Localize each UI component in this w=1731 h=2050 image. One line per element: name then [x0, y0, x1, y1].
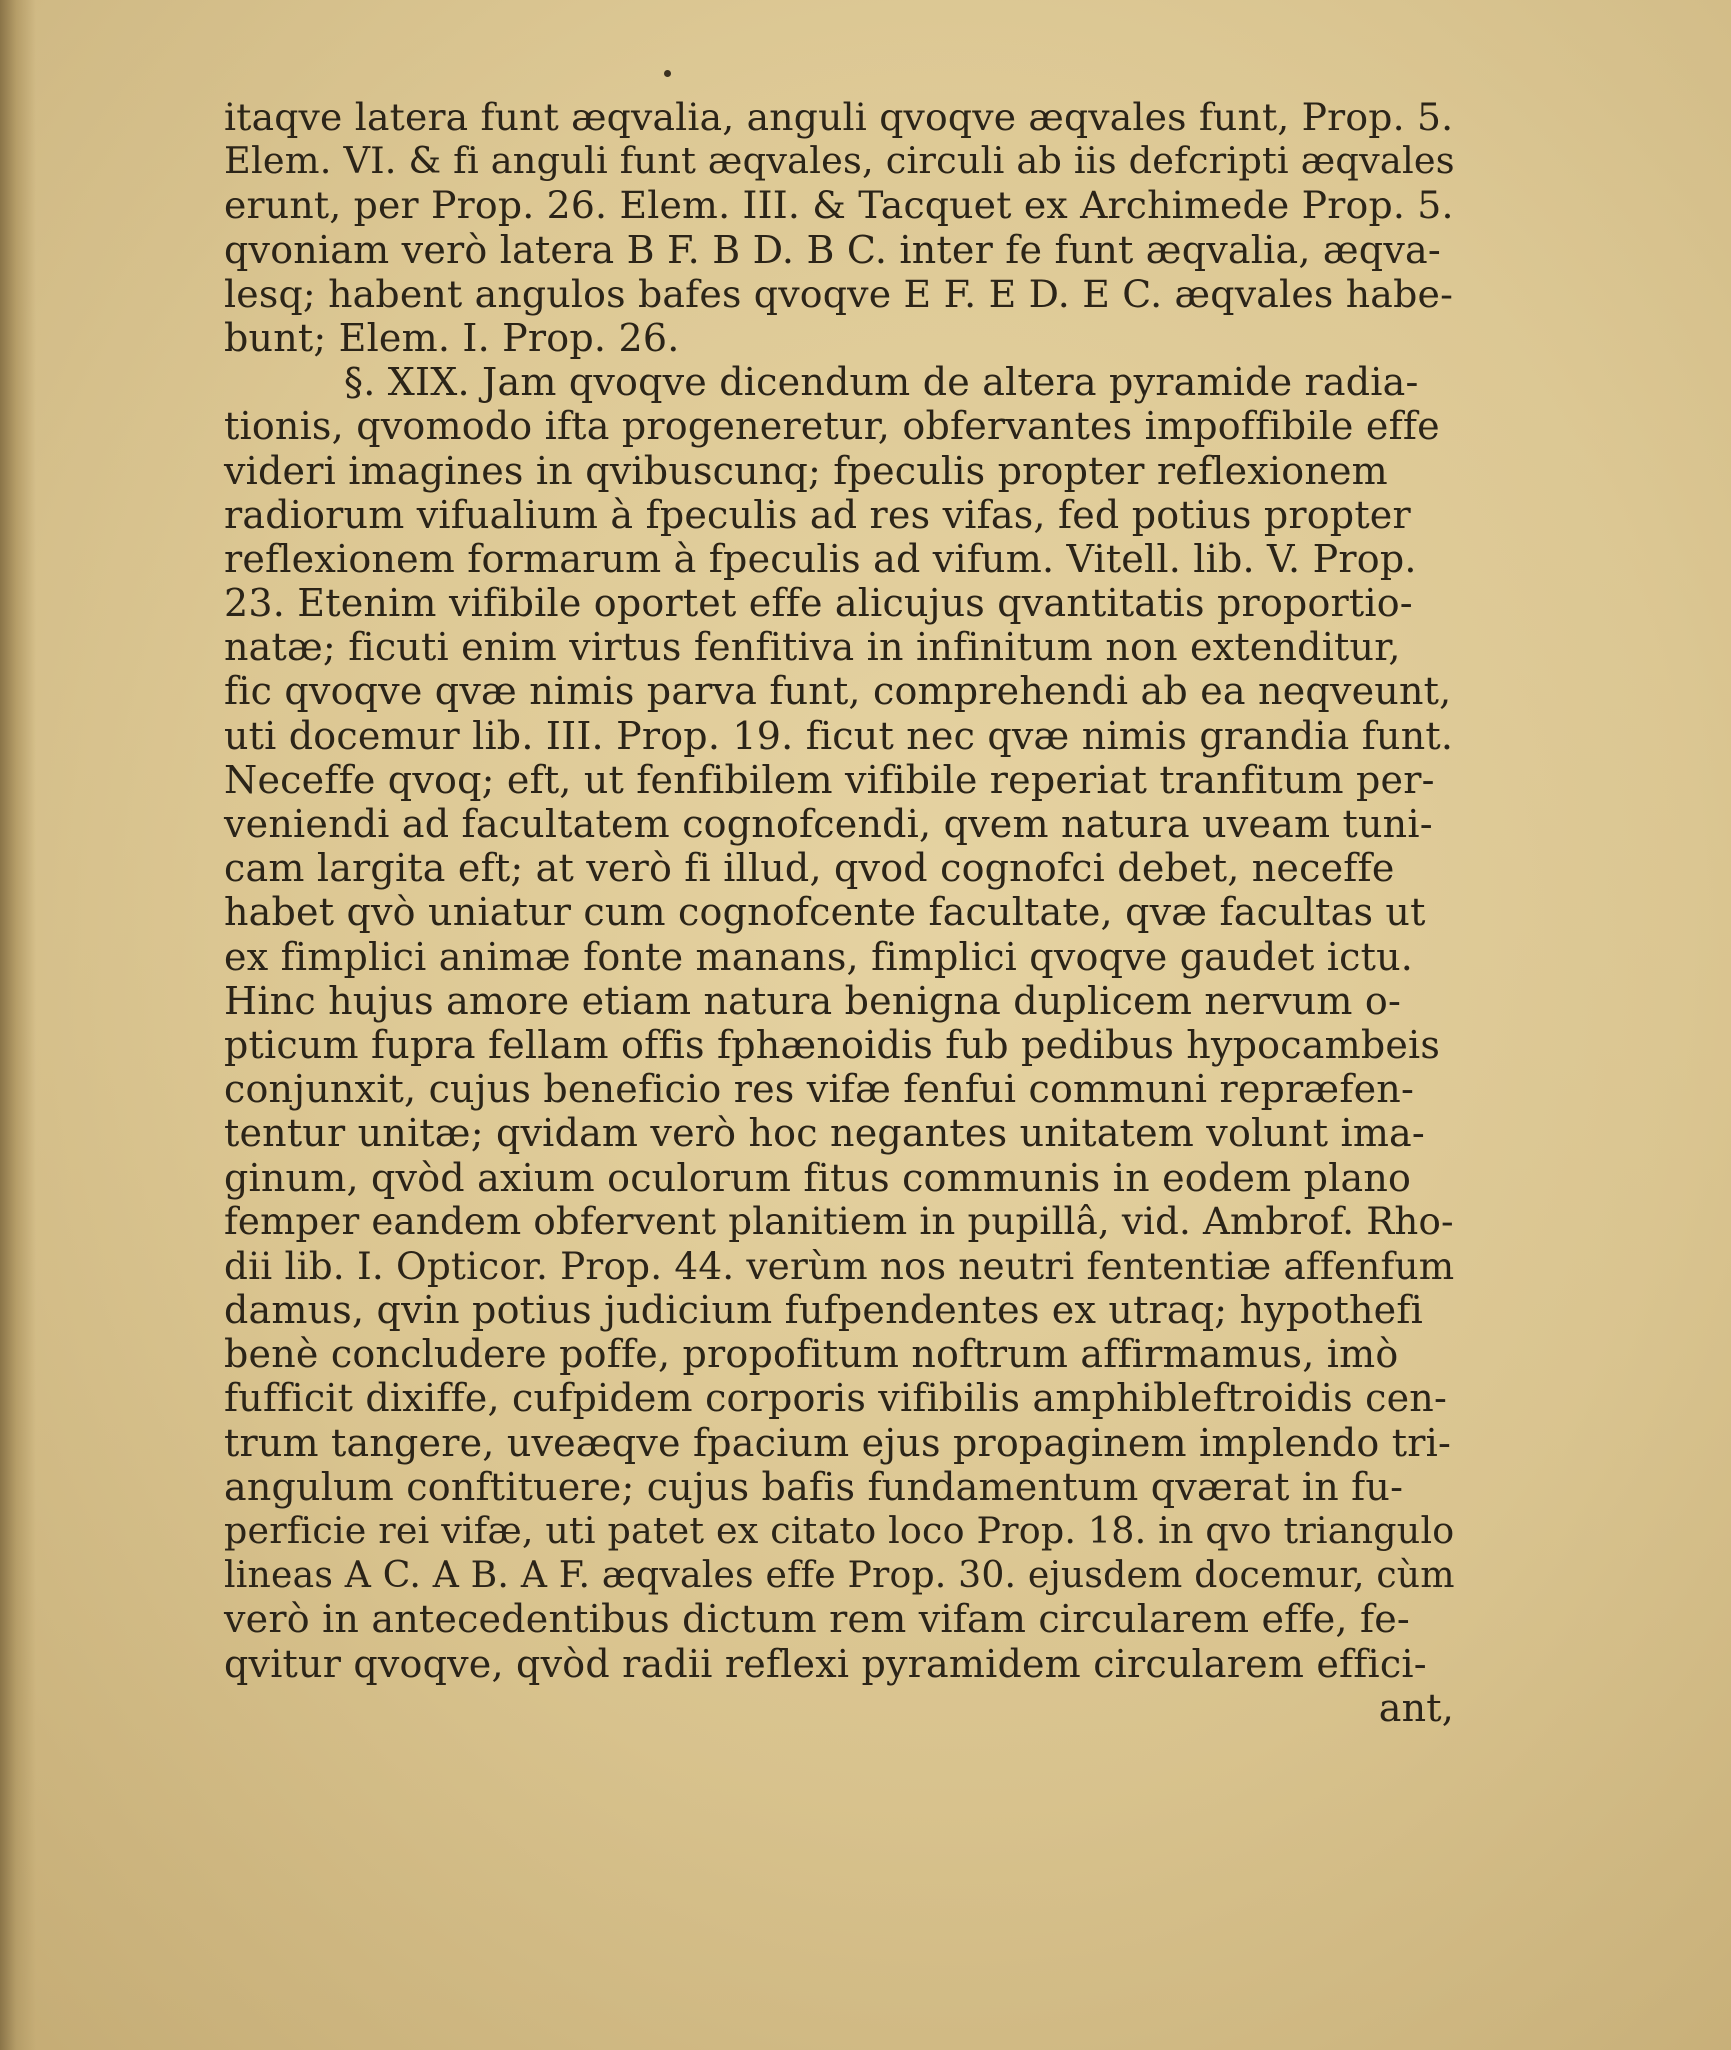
- text-line: uti docemur lib. III. Prop. 19. ficut nec qvæ nimis grandia funt.: [224, 713, 1454, 758]
- text-line: cam largita eft; at verò fi illud, qvod cognofci debet, neceffe: [224, 846, 1395, 891]
- text-line: conjunxit, cujus beneficio res vifæ fenfui communi repræfen-: [224, 1067, 1414, 1112]
- text-line: reflexionem formarum à fpeculis ad vifum. Vitell. lib. V. Prop.: [224, 536, 1417, 581]
- text-line: Hinc hujus amore etiam natura benigna duplicem nervum o-: [224, 978, 1402, 1023]
- text-line: ginum, qvòd axium oculorum fitus communis in eodem plano: [224, 1155, 1412, 1200]
- text-line: 23. Etenim vifibile oportet effe alicujus qvantitatis proportio-: [224, 581, 1413, 626]
- text-line: tionis, qvomodo ifta progeneretur, obfervantes impoffibile effe: [224, 404, 1440, 449]
- text-line: lineas A C. A B. A F. æqvales effe Prop. 30. ejusdem docemur, cùm: [224, 1553, 1455, 1597]
- text-block: [224, 95, 1454, 1730]
- text-line: verò in antecedentibus dictum rem vifam circularem effe, fe-: [224, 1597, 1410, 1642]
- text-line: §. XIX. Jam qvoqve dicendum de altera pyramide radia-: [344, 360, 1419, 405]
- text-line: trum tangere, uveæqve fpacium ejus propaginem implendo tri-: [224, 1420, 1451, 1465]
- text-line: Elem. VI. & fi anguli funt æqvales, circuli ab iis defcripti æqvales: [224, 139, 1455, 183]
- catchword: ant,: [1378, 1685, 1454, 1730]
- text-line: angulum conftituere; cujus bafis fundamentum qværat in fu-: [224, 1464, 1404, 1509]
- text-line: Neceffe qvoq; eft, ut fenfibilem vifibile reperiat tranfitum per-: [224, 757, 1435, 802]
- text-line: natæ; ficuti enim virtus fenfitiva in infinitum non extenditur,: [224, 625, 1401, 670]
- text-line: erunt, per Prop. 26. Elem. III. & Tacquet ex Archimede Prop. 5.: [224, 183, 1454, 228]
- text-line: pticum fupra fellam offis fphænoidis fub pedibus hypocambeis: [224, 1022, 1441, 1067]
- ink-dot: [664, 70, 671, 77]
- text-line: videri imagines in qvibuscunq; fpeculis propter reflexionem: [224, 448, 1388, 493]
- text-line: habet qvò uniatur cum cognofcente facultate, qvæ facultas ut: [224, 890, 1426, 935]
- text-line: dii lib. I. Opticor. Prop. 44. verùm nos neutri fententiæ affenfum: [224, 1243, 1455, 1288]
- text-line: lesq; habent angulos bafes qvoqve E F. E D. E C. æqvales habe-: [224, 271, 1454, 316]
- text-line: ex fimplici animæ fonte manans, fimplici qvoqve gaudet ictu.: [224, 934, 1414, 979]
- binding-gutter: [0, 0, 36, 2050]
- text-line: fic qvoqve qvæ nimis parva funt, comprehendi ab ea neqveunt,: [224, 669, 1452, 714]
- text-line: itaqve latera funt æqvalia, anguli qvoqve æqvales funt, Prop. 5.: [224, 95, 1454, 139]
- text-line: radiorum vifualium à fpeculis ad res vifas, fed potius propter: [224, 492, 1411, 537]
- text-line: veniendi ad facultatem cognofcendi, qvem natura uveam tuni-: [224, 802, 1433, 846]
- text-line: qvoniam verò latera B F. B D. B C. inter fe funt æqvalia, æqva-: [224, 227, 1441, 272]
- text-line: benè concludere poffe, propofitum noftrum affirmamus, imò: [224, 1332, 1399, 1377]
- text-line: perficie rei vifæ, uti patet ex citato loco Prop. 18. in qvo triangulo: [224, 1509, 1455, 1552]
- text-line: fufficit dixiffe, cufpidem corporis vifibilis amphibleftroidis cen-: [224, 1376, 1447, 1421]
- text-line: femper eandem obfervent planitiem in pupillâ, vid. Ambrof. Rho-: [224, 1199, 1454, 1243]
- text-line: bunt; Elem. I. Prop. 26.: [224, 315, 680, 360]
- text-line: qvitur qvoqve, qvòd radii reflexi pyramidem circularem effici-: [224, 1641, 1427, 1686]
- text-line: damus, qvin potius judicium fufpendentes ex utraq; hypothefi: [224, 1288, 1423, 1333]
- text-line: tentur unitæ; qvidam verò hoc negantes unitatem volunt ima-: [224, 1111, 1425, 1156]
